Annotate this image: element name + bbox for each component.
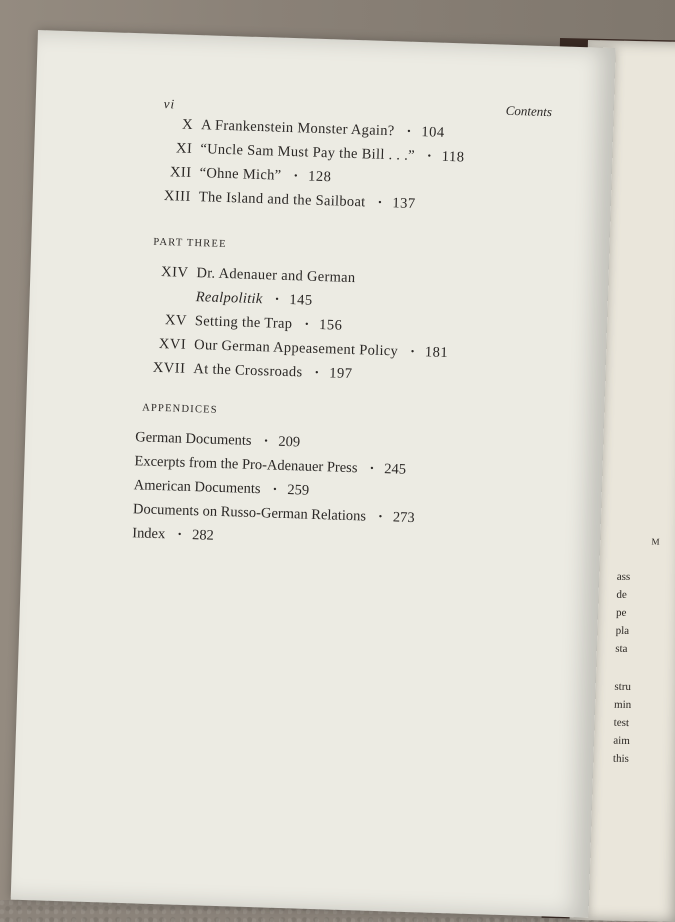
- separator-dot: ·: [263, 433, 269, 450]
- chapter-number: XVII: [152, 359, 186, 377]
- appendix-title: American Documents: [133, 477, 261, 498]
- separator-dot: ·: [176, 526, 183, 543]
- page-ref: 282: [191, 527, 215, 544]
- separator-dot: ·: [304, 316, 310, 333]
- separator-dot: ·: [293, 168, 299, 185]
- facing-fragment: this: [612, 752, 629, 766]
- page-ref: 137: [392, 195, 416, 212]
- facing-fragment: sta: [615, 642, 628, 655]
- contents-page: [11, 30, 616, 918]
- appendix-entry: [132, 525, 214, 545]
- facing-fragment: aim: [613, 734, 630, 748]
- chapter-number: XI: [175, 140, 193, 157]
- facing-fragment: test: [613, 716, 630, 730]
- page-ref: 128: [307, 168, 332, 186]
- chapter-number: XVI: [158, 335, 187, 353]
- page-ref: 156: [318, 316, 343, 334]
- separator-dot: ·: [272, 481, 278, 498]
- chapter-number: XIV: [160, 263, 189, 281]
- toc-entry: [29, 308, 343, 335]
- facing-fragment: pe: [615, 606, 627, 619]
- running-title: Contents: [505, 102, 553, 120]
- appendix-entry: [133, 477, 309, 500]
- appendix-title: German Documents: [135, 429, 252, 449]
- appendices-heading: APPENDICES: [142, 402, 218, 416]
- part-three-heading: PART THREE: [153, 236, 227, 251]
- toc-entry: [33, 184, 416, 213]
- toc-entry: [27, 356, 352, 383]
- separator-dot: ·: [406, 123, 412, 140]
- chapter-title: The Island and the Sailboat: [198, 189, 366, 211]
- page-number: vi: [163, 95, 176, 112]
- page-ref: 118: [441, 148, 465, 166]
- chapter-number: XV: [164, 312, 188, 329]
- page-ref: 145: [289, 292, 313, 309]
- page-ref: 259: [287, 482, 310, 499]
- chapter-title: A Frankenstein Monster Again?: [200, 117, 395, 140]
- facing-fragment: de: [616, 588, 627, 601]
- page-ref: 273: [392, 509, 415, 527]
- facing-fragment: stru: [614, 680, 632, 694]
- separator-dot: ·: [426, 148, 433, 165]
- chapter-number: XII: [169, 164, 192, 181]
- appendix-title: Excerpts from the Pro-Adenauer Press: [134, 453, 358, 477]
- appendix-entry: [133, 501, 415, 527]
- chapter-number: XIII: [163, 188, 192, 205]
- separator-dot: ·: [409, 343, 416, 360]
- page-ref: 197: [328, 365, 353, 383]
- separator-dot: ·: [314, 364, 320, 381]
- chapter-title: Dr. Adenauer and German: [196, 265, 356, 287]
- appendix-title: Documents on Russo-German Relations: [132, 501, 367, 525]
- facing-fragment: M: [651, 536, 661, 547]
- separator-dot: ·: [377, 508, 384, 526]
- appendix-title: Index: [131, 525, 166, 543]
- facing-fragment: ass: [616, 570, 631, 584]
- toc-entry-continuation: [29, 284, 312, 310]
- appendix-entry: [135, 429, 300, 451]
- chapter-title-continuation: Realpolitik: [195, 289, 263, 308]
- toc-entry: [33, 160, 331, 186]
- chapter-title: Setting the Trap: [194, 313, 293, 333]
- page-ref: 209: [278, 433, 301, 451]
- page-ref: 181: [424, 344, 449, 362]
- facing-fragment: pla: [615, 624, 630, 637]
- page-ref: 245: [384, 461, 407, 478]
- separator-dot: ·: [274, 291, 280, 308]
- page-ref: 104: [421, 124, 445, 141]
- chapter-title: “Ohne Mich”: [199, 165, 282, 184]
- chapter-title: “Uncle Sam Must Pay the Bill . . .”: [200, 141, 416, 164]
- facing-fragment: min: [613, 698, 632, 712]
- toc-entry: [30, 260, 355, 287]
- separator-dot: ·: [369, 460, 375, 477]
- separator-dot: ·: [377, 194, 383, 211]
- chapter-number: X: [181, 116, 194, 133]
- chapter-title: At the Crossroads: [193, 361, 303, 381]
- chapter-title: Our German Appeasement Policy: [193, 337, 399, 360]
- appendix-entry: [134, 453, 406, 479]
